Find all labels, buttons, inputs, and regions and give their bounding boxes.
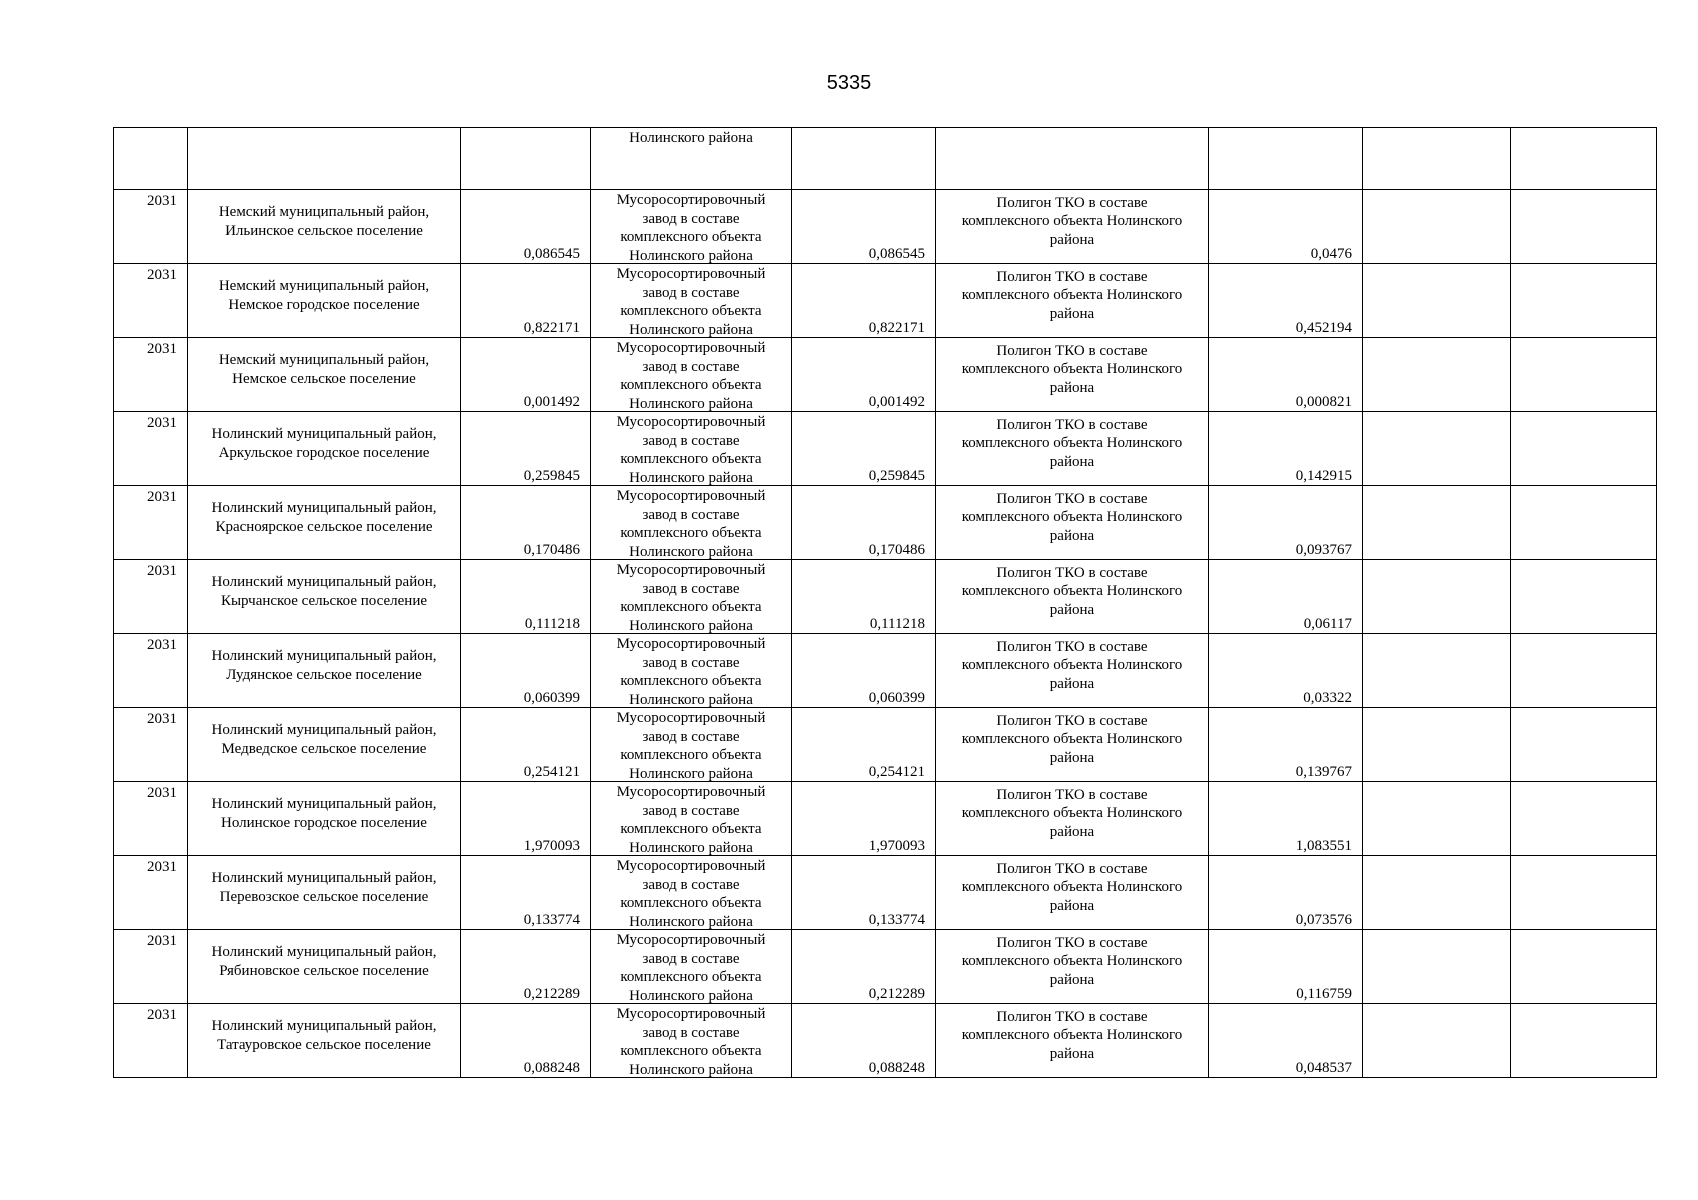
cell-year	[114, 856, 188, 930]
facility1-line: завод в составе	[642, 654, 740, 671]
settlement: Немское городское поселение	[228, 296, 420, 313]
facility1-line: завод в составе	[642, 432, 740, 449]
table-row	[114, 930, 1657, 1004]
cell-mass-facility2	[1209, 486, 1363, 560]
settlement: Медведское сельское поселение	[221, 740, 427, 757]
mass-total: 0,133774	[523, 911, 580, 928]
cell-empty	[1363, 412, 1511, 486]
municipality: Немский муниципальный район,	[218, 204, 430, 220]
cell-mass-facility2	[1209, 412, 1363, 486]
facility1-line: Нолинского района	[629, 839, 753, 856]
facility1-line: комплексного объекта	[620, 229, 762, 245]
cell-mass-facility1	[792, 486, 936, 560]
cell-facility1	[591, 190, 792, 264]
table-row	[114, 782, 1657, 856]
cell-facility2	[936, 412, 1209, 486]
facility2-line: района	[1049, 231, 1095, 248]
cell-facility2	[936, 1004, 1209, 1078]
facility2-line: Полигон ТКО в составе	[996, 860, 1148, 877]
cell-source-settlement	[188, 1004, 461, 1078]
cell-facility1	[591, 634, 792, 708]
year: 2031	[147, 563, 177, 579]
facility1-line: завод в составе	[642, 876, 740, 893]
mass-facility1: 0,822171	[868, 319, 925, 336]
municipality: Немский муниципальный район,	[218, 278, 430, 294]
facility2-line: Полигон ТКО в составе	[996, 416, 1148, 433]
settlement: Аркульское городское поселение	[218, 444, 430, 461]
cell-facility2	[936, 190, 1209, 264]
cell-mass-facility1	[792, 930, 936, 1004]
cell-empty	[1511, 782, 1657, 856]
page-number: 5335	[826, 72, 872, 94]
cell-empty	[1511, 560, 1657, 634]
mass-total: 0,170486	[523, 541, 580, 558]
mass-facility2: 0,048537	[1295, 1059, 1352, 1076]
cell-empty	[1363, 782, 1511, 856]
cell-mass-facility2	[1209, 634, 1363, 708]
mass-facility2: 0,0476	[1310, 245, 1352, 262]
mass-facility2: 0,452194	[1295, 319, 1352, 336]
facility1-line: Мусоросортировочный	[616, 710, 766, 726]
facility1-line: Нолинского района	[629, 395, 753, 412]
cell-mass-total	[461, 486, 591, 560]
year: 2031	[147, 785, 177, 801]
mass-total: 0,001492	[523, 393, 580, 410]
cell-mass-facility1	[792, 560, 936, 634]
mass-facility1: 0,170486	[868, 541, 925, 558]
year: 2031	[147, 933, 177, 949]
settlement: Татауровское сельское поселение	[217, 1036, 431, 1053]
facility2-line: района	[1049, 897, 1095, 914]
mass-facility1: 1,970093	[868, 837, 925, 854]
table-row	[114, 634, 1657, 708]
mass-facility1: 0,254121	[868, 763, 925, 780]
settlement: Лудянское сельское поселение	[226, 666, 422, 683]
facility1-line: Нолинского района	[629, 987, 753, 1004]
mass-facility2: 0,03322	[1303, 689, 1352, 706]
table-row	[114, 1004, 1657, 1078]
facility1-line: завод в составе	[642, 950, 740, 967]
facility2-line: района	[1049, 305, 1095, 322]
facility2-line: Полигон ТКО в составе	[996, 934, 1148, 951]
facility2-line: комплексного объекта Нолинского	[961, 509, 1183, 526]
cell-facility1	[591, 708, 792, 782]
mass-facility2: 0,000821	[1295, 393, 1352, 410]
mass-facility2: 0,073576	[1295, 911, 1352, 928]
facility1-line: Мусоросортировочный	[616, 784, 766, 800]
settlement: Перевозское сельское поселение	[219, 888, 429, 905]
cell-mass-total	[461, 856, 591, 930]
settlement: Ильинское сельское поселение	[225, 222, 423, 239]
cell-year	[114, 782, 188, 856]
cell-empty	[1511, 1004, 1657, 1078]
cell-mass-facility2	[1209, 560, 1363, 634]
cell-source-settlement	[188, 486, 461, 560]
cell-facility1-continuation	[591, 128, 792, 190]
cell-empty	[1511, 634, 1657, 708]
cell-mass-total	[461, 782, 591, 856]
mass-facility1: 0,111218	[869, 615, 925, 632]
facility1-line: завод в составе	[642, 284, 740, 301]
facility1-line: завод в составе	[642, 580, 740, 597]
mass-total: 0,822171	[523, 319, 580, 336]
cell-empty	[1511, 412, 1657, 486]
facility1-line: комплексного объекта	[620, 525, 762, 541]
municipality: Немский муниципальный район,	[218, 352, 430, 368]
cell-mass-facility1	[792, 190, 936, 264]
facility2-line: комплексного объекта Нолинского	[961, 805, 1183, 822]
municipality: Нолинский муниципальный район,	[211, 574, 437, 590]
facility1-line: завод в составе	[642, 802, 740, 819]
mass-facility2: 0,142915	[1295, 467, 1352, 484]
cell-empty	[1511, 930, 1657, 1004]
year: 2031	[147, 415, 177, 431]
table-row	[114, 264, 1657, 338]
table-row	[114, 486, 1657, 560]
mass-total: 0,111218	[524, 615, 580, 632]
cell-mass-facility2	[1209, 1004, 1363, 1078]
cell-mass-facility2	[1209, 338, 1363, 412]
cell-source-settlement	[188, 190, 461, 264]
cell-empty	[461, 128, 591, 190]
mass-facility1: 0,086545	[868, 245, 925, 262]
year: 2031	[147, 711, 177, 727]
settlement: Немское сельское поселение	[232, 370, 416, 387]
cell-facility2	[936, 856, 1209, 930]
cell-mass-facility1	[792, 412, 936, 486]
facility1-line: Нолинского района	[629, 247, 753, 264]
cell-empty	[792, 128, 936, 190]
facility2-line: района	[1049, 675, 1095, 692]
facility1-line: комплексного объекта	[620, 377, 762, 393]
cell-empty	[1363, 634, 1511, 708]
settlement: Красноярское сельское поселение	[215, 518, 433, 535]
mass-facility1: 0,133774	[868, 911, 925, 928]
facility1-line: комплексного объекта	[620, 1043, 762, 1059]
cell-empty	[1363, 560, 1511, 634]
facility2-line: комплексного объекта Нолинского	[961, 361, 1183, 378]
mass-facility2: 0,139767	[1295, 763, 1352, 780]
cell-source-settlement	[188, 856, 461, 930]
facility2-line: комплексного объекта Нолинского	[961, 583, 1183, 600]
cell-year	[114, 930, 188, 1004]
cell-empty	[1511, 856, 1657, 930]
mass-facility1: 0,212289	[868, 985, 925, 1002]
mass-facility1: 0,060399	[868, 689, 925, 706]
cell-source-settlement	[188, 782, 461, 856]
cell-facility2	[936, 782, 1209, 856]
municipality: Нолинский муниципальный район,	[211, 944, 437, 960]
cell-facility2	[936, 560, 1209, 634]
cell-facility1	[591, 412, 792, 486]
mass-facility2: 0,116759	[1296, 985, 1352, 1002]
cell-empty	[1511, 486, 1657, 560]
facility2-line: района	[1049, 1045, 1095, 1062]
cell-mass-facility1	[792, 264, 936, 338]
cell-empty	[1363, 338, 1511, 412]
mass-total: 0,212289	[523, 985, 580, 1002]
cell-empty	[1363, 1004, 1511, 1078]
year: 2031	[147, 1007, 177, 1023]
facility1-line: Мусоросортировочный	[616, 932, 766, 948]
facility1-line: завод в составе	[642, 210, 740, 227]
cell-facility1	[591, 1004, 792, 1078]
cell-empty	[1209, 128, 1363, 190]
facility1-line: Нолинского района	[629, 1061, 753, 1078]
cell-mass-facility2	[1209, 190, 1363, 264]
facility1-line: Мусоросортировочный	[616, 266, 766, 282]
facility2-line: комплексного объекта Нолинского	[961, 879, 1183, 896]
facility1-continuation-text: Нолинского района	[629, 130, 753, 146]
cell-mass-facility1	[792, 634, 936, 708]
facility1-line: комплексного объекта	[620, 747, 762, 763]
cell-facility2	[936, 930, 1209, 1004]
facility2-line: района	[1049, 971, 1095, 988]
year: 2031	[147, 193, 177, 209]
year: 2031	[147, 637, 177, 653]
facility1-line: Мусоросортировочный	[616, 414, 766, 430]
cell-year	[114, 1004, 188, 1078]
cell-mass-total	[461, 1004, 591, 1078]
facility1-line: завод в составе	[642, 728, 740, 745]
cell-year	[114, 486, 188, 560]
table-row	[114, 856, 1657, 930]
facility1-line: Нолинского района	[629, 321, 753, 338]
facility1-line: Нолинского района	[629, 913, 753, 930]
mass-total: 0,088248	[523, 1059, 580, 1076]
mass-total: 1,970093	[523, 837, 580, 854]
cell-mass-facility1	[792, 1004, 936, 1078]
cell-facility1	[591, 338, 792, 412]
mass-facility1: 0,259845	[868, 467, 925, 484]
facility2-line: Полигон ТКО в составе	[996, 564, 1148, 581]
year: 2031	[147, 341, 177, 357]
continuation-row	[114, 128, 1657, 190]
mass-total: 0,086545	[523, 245, 580, 262]
year: 2031	[147, 489, 177, 505]
cell-source-settlement	[188, 560, 461, 634]
table-row	[114, 412, 1657, 486]
waste-flow-table	[113, 127, 1657, 1078]
cell-empty	[1363, 128, 1511, 190]
cell-empty	[114, 128, 188, 190]
facility2-line: района	[1049, 379, 1095, 396]
settlement: Нолинское городское поселение	[221, 814, 427, 831]
cell-facility1	[591, 856, 792, 930]
municipality: Нолинский муниципальный район,	[211, 1018, 437, 1034]
facility1-line: завод в составе	[642, 1024, 740, 1041]
facility2-line: Полигон ТКО в составе	[996, 194, 1148, 211]
cell-empty	[1511, 190, 1657, 264]
facility2-line: района	[1049, 823, 1095, 840]
facility2-line: Полигон ТКО в составе	[996, 638, 1148, 655]
facility1-line: Мусоросортировочный	[616, 340, 766, 356]
cell-facility1	[591, 930, 792, 1004]
settlement: Кырчанское сельское поселение	[220, 592, 428, 609]
facility1-line: завод в составе	[642, 358, 740, 375]
cell-facility2	[936, 708, 1209, 782]
mass-total: 0,254121	[523, 763, 580, 780]
cell-facility2	[936, 264, 1209, 338]
cell-facility2	[936, 486, 1209, 560]
cell-source-settlement	[188, 264, 461, 338]
municipality: Нолинский муниципальный район,	[211, 500, 437, 516]
cell-source-settlement	[188, 930, 461, 1004]
facility1-line: Мусоросортировочный	[616, 1006, 766, 1022]
facility1-line: Мусоросортировочный	[616, 488, 766, 504]
facility1-line: Мусоросортировочный	[616, 562, 766, 578]
facility2-line: Полигон ТКО в составе	[996, 712, 1148, 729]
cell-year	[114, 708, 188, 782]
facility1-line: комплексного объекта	[620, 895, 762, 911]
cell-mass-total	[461, 338, 591, 412]
cell-empty	[1363, 190, 1511, 264]
cell-facility1	[591, 560, 792, 634]
cell-empty	[1363, 264, 1511, 338]
cell-mass-facility1	[792, 782, 936, 856]
cell-year	[114, 264, 188, 338]
cell-source-settlement	[188, 708, 461, 782]
facility2-line: комплексного объекта Нолинского	[961, 213, 1183, 230]
mass-total: 0,259845	[523, 467, 580, 484]
cell-mass-facility1	[792, 708, 936, 782]
facility2-line: Полигон ТКО в составе	[996, 786, 1148, 803]
facility1-line: комплексного объекта	[620, 451, 762, 467]
facility1-line: Нолинского района	[629, 617, 753, 634]
facility2-line: Полигон ТКО в составе	[996, 342, 1148, 359]
facility2-line: Полигон ТКО в составе	[996, 268, 1148, 285]
facility1-line: Нолинского района	[629, 691, 753, 708]
municipality: Нолинский муниципальный район,	[211, 648, 437, 664]
cell-empty	[1363, 708, 1511, 782]
facility1-line: завод в составе	[642, 506, 740, 523]
cell-mass-total	[461, 930, 591, 1004]
facility1-line: Мусоросортировочный	[616, 192, 766, 208]
mass-total: 0,060399	[523, 689, 580, 706]
cell-empty	[1511, 264, 1657, 338]
facility2-line: Полигон ТКО в составе	[996, 490, 1148, 507]
table-row	[114, 708, 1657, 782]
facility2-line: комплексного объекта Нолинского	[961, 731, 1183, 748]
municipality: Нолинский муниципальный район,	[211, 870, 437, 886]
cell-facility1	[591, 486, 792, 560]
cell-mass-facility1	[792, 856, 936, 930]
facility2-line: комплексного объекта Нолинского	[961, 657, 1183, 674]
facility2-line: района	[1049, 453, 1095, 470]
facility2-line: района	[1049, 601, 1095, 618]
cell-empty	[1511, 708, 1657, 782]
cell-source-settlement	[188, 634, 461, 708]
facility2-line: района	[1049, 749, 1095, 766]
cell-mass-facility2	[1209, 856, 1363, 930]
facility1-line: Мусоросортировочный	[616, 858, 766, 874]
mass-facility1: 0,088248	[868, 1059, 925, 1076]
municipality: Нолинский муниципальный район,	[211, 426, 437, 442]
cell-mass-total	[461, 190, 591, 264]
cell-mass-facility2	[1209, 264, 1363, 338]
cell-year	[114, 190, 188, 264]
year: 2031	[147, 267, 177, 283]
table-row	[114, 338, 1657, 412]
cell-mass-facility2	[1209, 930, 1363, 1004]
cell-empty	[1511, 338, 1657, 412]
cell-source-settlement	[188, 412, 461, 486]
facility1-line: комплексного объекта	[620, 303, 762, 319]
cell-empty	[1363, 856, 1511, 930]
facility2-line: комплексного объекта Нолинского	[961, 435, 1183, 452]
facility2-line: района	[1049, 527, 1095, 544]
cell-facility2	[936, 338, 1209, 412]
cell-empty	[936, 128, 1209, 190]
cell-mass-total	[461, 708, 591, 782]
cell-facility2	[936, 634, 1209, 708]
cell-empty	[1363, 930, 1511, 1004]
facility1-line: Нолинского района	[629, 765, 753, 782]
cell-empty	[188, 128, 461, 190]
cell-year	[114, 560, 188, 634]
facility1-line: комплексного объекта	[620, 969, 762, 985]
cell-facility1	[591, 264, 792, 338]
table-row	[114, 190, 1657, 264]
cell-empty	[1511, 128, 1657, 190]
facility1-line: комплексного объекта	[620, 821, 762, 837]
mass-facility2: 0,06117	[1303, 615, 1352, 632]
cell-mass-facility2	[1209, 782, 1363, 856]
year: 2031	[147, 859, 177, 875]
cell-mass-total	[461, 634, 591, 708]
cell-facility1	[591, 782, 792, 856]
cell-mass-facility1	[792, 338, 936, 412]
facility1-line: комплексного объекта	[620, 599, 762, 615]
facility2-line: комплексного объекта Нолинского	[961, 1027, 1183, 1044]
mass-facility2: 0,093767	[1295, 541, 1352, 558]
cell-mass-total	[461, 560, 591, 634]
facility2-line: комплексного объекта Нолинского	[961, 953, 1183, 970]
municipality: Нолинский муниципальный район,	[211, 796, 437, 812]
cell-year	[114, 338, 188, 412]
mass-facility1: 0,001492	[868, 393, 925, 410]
table-row	[114, 560, 1657, 634]
cell-empty	[1363, 486, 1511, 560]
facility1-line: Нолинского района	[629, 543, 753, 560]
facility1-line: Нолинского района	[629, 469, 753, 486]
facility1-line: Мусоросортировочный	[616, 636, 766, 652]
settlement: Рябиновское сельское поселение	[219, 962, 429, 979]
mass-facility2: 1,083551	[1295, 837, 1352, 854]
cell-source-settlement	[188, 338, 461, 412]
cell-year	[114, 412, 188, 486]
cell-mass-facility2	[1209, 708, 1363, 782]
facility2-line: комплексного объекта Нолинского	[961, 287, 1183, 304]
cell-mass-total	[461, 412, 591, 486]
facility1-line: комплексного объекта	[620, 673, 762, 689]
municipality: Нолинский муниципальный район,	[211, 722, 437, 738]
cell-year	[114, 634, 188, 708]
facility2-line: Полигон ТКО в составе	[996, 1008, 1148, 1025]
cell-mass-total	[461, 264, 591, 338]
